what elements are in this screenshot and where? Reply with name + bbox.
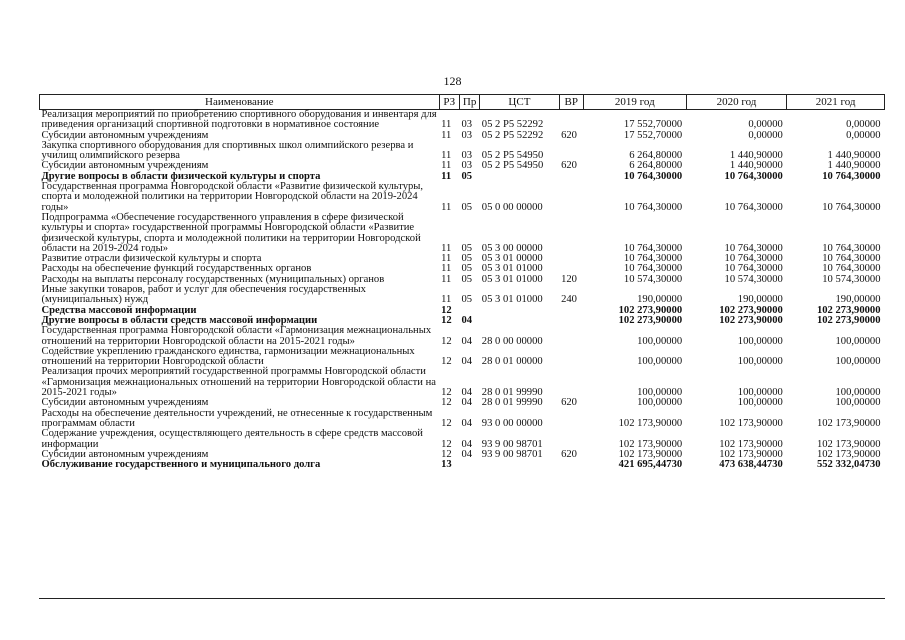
cell-rz: 11 [441, 150, 452, 162]
cell-pr: 05 [461, 254, 473, 265]
table-row [40, 182, 885, 213]
table-header [40, 95, 885, 110]
cell-2019: 10 764,30000 [623, 264, 683, 275]
cell-name: Государственная программа Новгородской области «Гармонизация межнациональных отношений на территории Новгородской области на 2015-2021 годы» [41, 325, 432, 347]
cell-cst: 28 0 00 00000 [481, 335, 543, 347]
cell-2019: 6 264,80000 [629, 161, 683, 172]
col-header-rz: РЗ [439, 95, 459, 110]
cell-2020: 100,00000 [737, 398, 783, 409]
cell-pr: 03 [461, 130, 473, 141]
cell-rz: 11 [441, 201, 452, 213]
cell-cst: 28 0 01 99990 [481, 398, 543, 409]
cell-vr [559, 460, 583, 470]
cell-2021: 102 173,90000 [816, 417, 881, 429]
cell-pr: 04 [461, 398, 473, 409]
cell-2021: 100,00000 [835, 335, 881, 347]
cell-pr: 03 [461, 161, 473, 172]
cell-pr: 04 [461, 438, 473, 450]
cell-2020: 102 273,90000 [719, 305, 783, 316]
cell-2021: 0,00000 [846, 130, 881, 141]
cell-vr [559, 213, 583, 254]
cell-2019: 10 764,30000 [623, 254, 683, 265]
table-row [40, 110, 885, 131]
cell-vr: 120 [561, 274, 577, 285]
table-row [40, 347, 885, 368]
col-header-pr: Пр [459, 95, 479, 110]
cell-pr: 05 [461, 274, 473, 285]
cell-rz: 12 [441, 335, 452, 347]
cell-name: Обслуживание государственного и муниципального долга [41, 459, 321, 471]
cell-2020: 10 764,30000 [724, 201, 783, 213]
cell-2019: 17 552,70000 [623, 119, 683, 131]
cell-2019: 102 173,90000 [618, 449, 683, 460]
cell-vr: 620 [561, 161, 577, 172]
cell-rz: 12 [441, 305, 452, 316]
cell-pr [459, 460, 479, 470]
cell-name: Расходы на выплаты персоналу государственных (муниципальных) органов [41, 273, 385, 285]
cell-pr: 04 [461, 335, 473, 347]
cell-rz: 11 [441, 130, 452, 141]
col-header-vr: ВР [559, 95, 583, 110]
cell-2020: 10 574,30000 [724, 274, 783, 285]
cell-2021: 10 764,30000 [822, 264, 881, 275]
cell-name: Развитие отрасли физической культуры и спорта [41, 253, 262, 265]
cell-name: Содействие укреплению гражданского единства, гармонизации межнациональных отношений на территории Новгородской области [41, 345, 415, 368]
cell-2020: 473 638,44730 [719, 460, 783, 471]
cell-cst: 28 0 01 99990 [481, 387, 543, 399]
cell-vr [559, 182, 583, 213]
cell-2021: 100,00000 [835, 356, 881, 368]
table-row [40, 460, 885, 470]
cell-name: Реализация мероприятий по приобретению спортивного оборудования и инвентаря для приведения организаций спортивной подготовки в нормативное состояние [41, 109, 437, 131]
cell-2021: 1 440,90000 [827, 161, 881, 172]
cell-vr: 620 [561, 398, 577, 409]
cell-2021: 190,00000 [835, 294, 881, 306]
cell-rz: 12 [441, 438, 452, 450]
cell-rz: 13 [441, 460, 452, 471]
cell-name: Другие вопросы в области средств массовой информации [41, 314, 318, 326]
cell-cst: 05 3 01 00000 [481, 254, 543, 265]
cell-2021: 102 273,90000 [816, 315, 881, 326]
cell-pr: 04 [461, 356, 473, 368]
cell-vr [559, 264, 583, 274]
cell-pr: 03 [461, 119, 473, 131]
cell-2019: 102 273,90000 [618, 305, 683, 316]
cell-pr: 05 [461, 264, 473, 275]
table-row [40, 367, 885, 398]
cell-2019: 100,00000 [637, 398, 683, 409]
cell-rz: 11 [441, 294, 452, 306]
cell-2020: 100,00000 [737, 356, 783, 368]
cell-2021: 10 764,30000 [822, 171, 881, 182]
cell-2019: 10 764,30000 [623, 201, 683, 213]
cell-2020: 102 173,90000 [719, 449, 783, 460]
table-row [40, 141, 885, 162]
cell-cst [480, 306, 559, 316]
cell-pr: 05 [461, 294, 473, 306]
cell-rz: 12 [441, 398, 452, 409]
cell-2021: 0,00000 [846, 119, 881, 131]
cell-cst [480, 460, 559, 470]
cell-rz: 11 [441, 242, 452, 254]
cell-rz: 11 [441, 171, 452, 182]
cell-2021: 102 173,90000 [816, 438, 881, 450]
budget-table [39, 94, 885, 470]
cell-pr: 04 [461, 387, 473, 399]
cell-vr [559, 172, 583, 182]
cell-name: Иные закупки товаров, работ и услуг для обеспечения государственных (муниципальных) нужд [41, 284, 366, 306]
cell-2020: 102 173,90000 [719, 438, 783, 450]
cell-2019: 17 552,70000 [623, 130, 683, 141]
cell-2021: 10 764,30000 [822, 254, 881, 265]
cell-cst [480, 316, 559, 326]
cell-pr: 03 [461, 150, 473, 162]
cell-2020: 1 440,90000 [729, 150, 783, 162]
cell-pr: 05 [461, 171, 473, 182]
cell-rz: 11 [441, 254, 452, 265]
cell-2019: 6 264,80000 [629, 150, 683, 162]
cell-pr: 04 [461, 449, 473, 460]
cell-2020: 10 764,30000 [724, 254, 783, 265]
cell-pr: 05 [461, 242, 473, 254]
cell-2020: 0,00000 [748, 119, 783, 131]
cell-vr [559, 326, 583, 347]
cell-name: Субсидии автономным учреждениям [41, 397, 209, 409]
cell-vr: 240 [561, 294, 577, 306]
cell-2021: 10 764,30000 [822, 201, 881, 213]
cell-pr: 05 [461, 201, 473, 213]
cell-name: Государственная программа Новгородской области «Развитие физической культуры, спорта и молодежной политики на территории Новгородской области на 2019-2024 годы» [41, 181, 424, 213]
cell-2020: 100,00000 [737, 387, 783, 399]
cell-cst: 05 2 P5 54950 [481, 150, 544, 162]
table-row [40, 429, 885, 450]
cell-name: Субсидии автономным учреждениям [41, 160, 209, 172]
cell-2020: 102 273,90000 [719, 315, 783, 326]
cell-vr [559, 429, 583, 450]
cell-2019: 10 764,30000 [623, 242, 683, 254]
cell-cst: 93 9 00 98701 [481, 438, 543, 450]
col-header-cst: ЦСТ [480, 95, 559, 110]
col-header-2020: 2020 год [686, 95, 787, 110]
cell-2020: 10 764,30000 [724, 242, 783, 254]
cell-rz: 12 [441, 387, 452, 399]
cell-2019: 190,00000 [637, 294, 683, 306]
cell-cst: 93 0 00 00000 [481, 417, 543, 429]
cell-2020: 190,00000 [737, 294, 783, 306]
cell-name: Содержание учреждения, осуществляющего деятельность в сфере средств массовой информации [41, 428, 423, 450]
cell-2020: 10 764,30000 [724, 264, 783, 275]
table-row [40, 213, 885, 254]
cell-rz: 11 [441, 264, 452, 275]
cell-vr [559, 367, 583, 398]
cell-2019: 100,00000 [637, 387, 683, 399]
cell-2021: 102 273,90000 [816, 305, 881, 316]
cell-vr: 620 [561, 130, 577, 141]
cell-2020: 1 440,90000 [729, 161, 783, 172]
cell-name: Расходы на обеспечение функций государственных органов [41, 263, 312, 275]
page-number: 128 [443, 74, 462, 88]
cell-cst: 28 0 01 00000 [481, 356, 543, 368]
cell-cst: 05 3 01 01000 [481, 294, 543, 306]
cell-name: Средства массовой информации [41, 304, 197, 316]
cell-2021: 1 440,90000 [827, 150, 881, 162]
table-row [40, 409, 885, 430]
cell-name: Субсидии автономным учреждениям [41, 448, 209, 460]
cell-name: Расходы на обеспечение деятельности учреждений, не отнесенные к государственным программам области [41, 407, 433, 429]
cell-2019: 100,00000 [637, 356, 683, 368]
cell-cst [480, 172, 559, 182]
cell-vr [559, 316, 583, 326]
cell-2019: 10 764,30000 [623, 171, 683, 182]
cell-2019: 10 574,30000 [623, 274, 683, 285]
cell-2020: 0,00000 [748, 130, 783, 141]
cell-2021: 100,00000 [835, 387, 881, 399]
cell-cst: 05 0 00 00000 [481, 201, 543, 213]
cell-pr: 04 [461, 417, 473, 429]
cell-rz: 12 [441, 417, 452, 429]
col-header-2021: 2021 год [787, 95, 885, 110]
table-bottom-rule [39, 598, 885, 599]
cell-name: Другие вопросы в области физической культуры и спорта [41, 170, 321, 182]
cell-cst: 05 2 P5 54950 [481, 161, 544, 172]
col-header-name: Наименование [40, 95, 440, 110]
cell-rz: 11 [441, 274, 452, 285]
table-row [40, 285, 885, 306]
table-row [40, 326, 885, 347]
cell-2020: 102 173,90000 [719, 417, 783, 429]
cell-name: Реализация прочих мероприятий государственной программы Новгородской области «Гармонизация межнациональных отношений на территории Новгородской области на 2015-2021 годы» [41, 366, 436, 399]
cell-2021: 10 764,30000 [822, 242, 881, 254]
cell-2019: 100,00000 [637, 335, 683, 347]
cell-vr [559, 141, 583, 162]
cell-2019: 102 173,90000 [618, 438, 683, 450]
cell-cst: 05 3 01 01000 [481, 274, 543, 285]
cell-vr [559, 306, 583, 316]
cell-name: Закупка спортивного оборудования для спортивных школ олимпийского резерва и училищ олимпийского резерва [41, 139, 414, 162]
cell-2021: 102 173,90000 [816, 449, 881, 460]
cell-2021: 552 332,04730 [816, 460, 881, 471]
cell-2021: 10 574,30000 [822, 274, 881, 285]
cell-cst: 05 3 00 00000 [481, 242, 543, 254]
cell-2020: 10 764,30000 [724, 171, 783, 182]
cell-vr [559, 254, 583, 264]
cell-vr [559, 347, 583, 368]
cell-name: Субсидии автономным учреждениям [41, 129, 209, 141]
cell-2019: 102 273,90000 [618, 315, 683, 326]
cell-cst: 05 2 P5 52292 [481, 119, 544, 131]
table-body [40, 110, 885, 471]
cell-name: Подпрограмма «Обеспечение государственного управления в сфере физической культуры и спорта» государственной программы Новгородской области «Развитие физической культуры, спорта и молодежной политики на территории Новгородской области на 2019-2024 годы» [41, 211, 421, 254]
cell-rz: 12 [441, 315, 452, 326]
cell-2020: 100,00000 [737, 335, 783, 347]
cell-cst: 93 9 00 98701 [481, 449, 543, 460]
cell-vr: 620 [561, 449, 577, 460]
cell-rz: 11 [441, 161, 452, 172]
cell-2019: 102 173,90000 [618, 417, 683, 429]
col-header-2019: 2019 год [583, 95, 686, 110]
cell-cst: 05 2 P5 52292 [481, 130, 544, 141]
cell-vr [559, 409, 583, 430]
cell-rz: 12 [441, 449, 452, 460]
cell-vr [559, 110, 583, 131]
cell-pr [459, 306, 479, 316]
cell-cst: 05 3 01 01000 [481, 264, 543, 275]
cell-pr: 04 [461, 315, 473, 326]
cell-2021: 100,00000 [835, 398, 881, 409]
cell-2019: 421 695,44730 [618, 460, 683, 471]
cell-rz: 11 [441, 119, 452, 131]
cell-rz: 12 [441, 356, 452, 368]
